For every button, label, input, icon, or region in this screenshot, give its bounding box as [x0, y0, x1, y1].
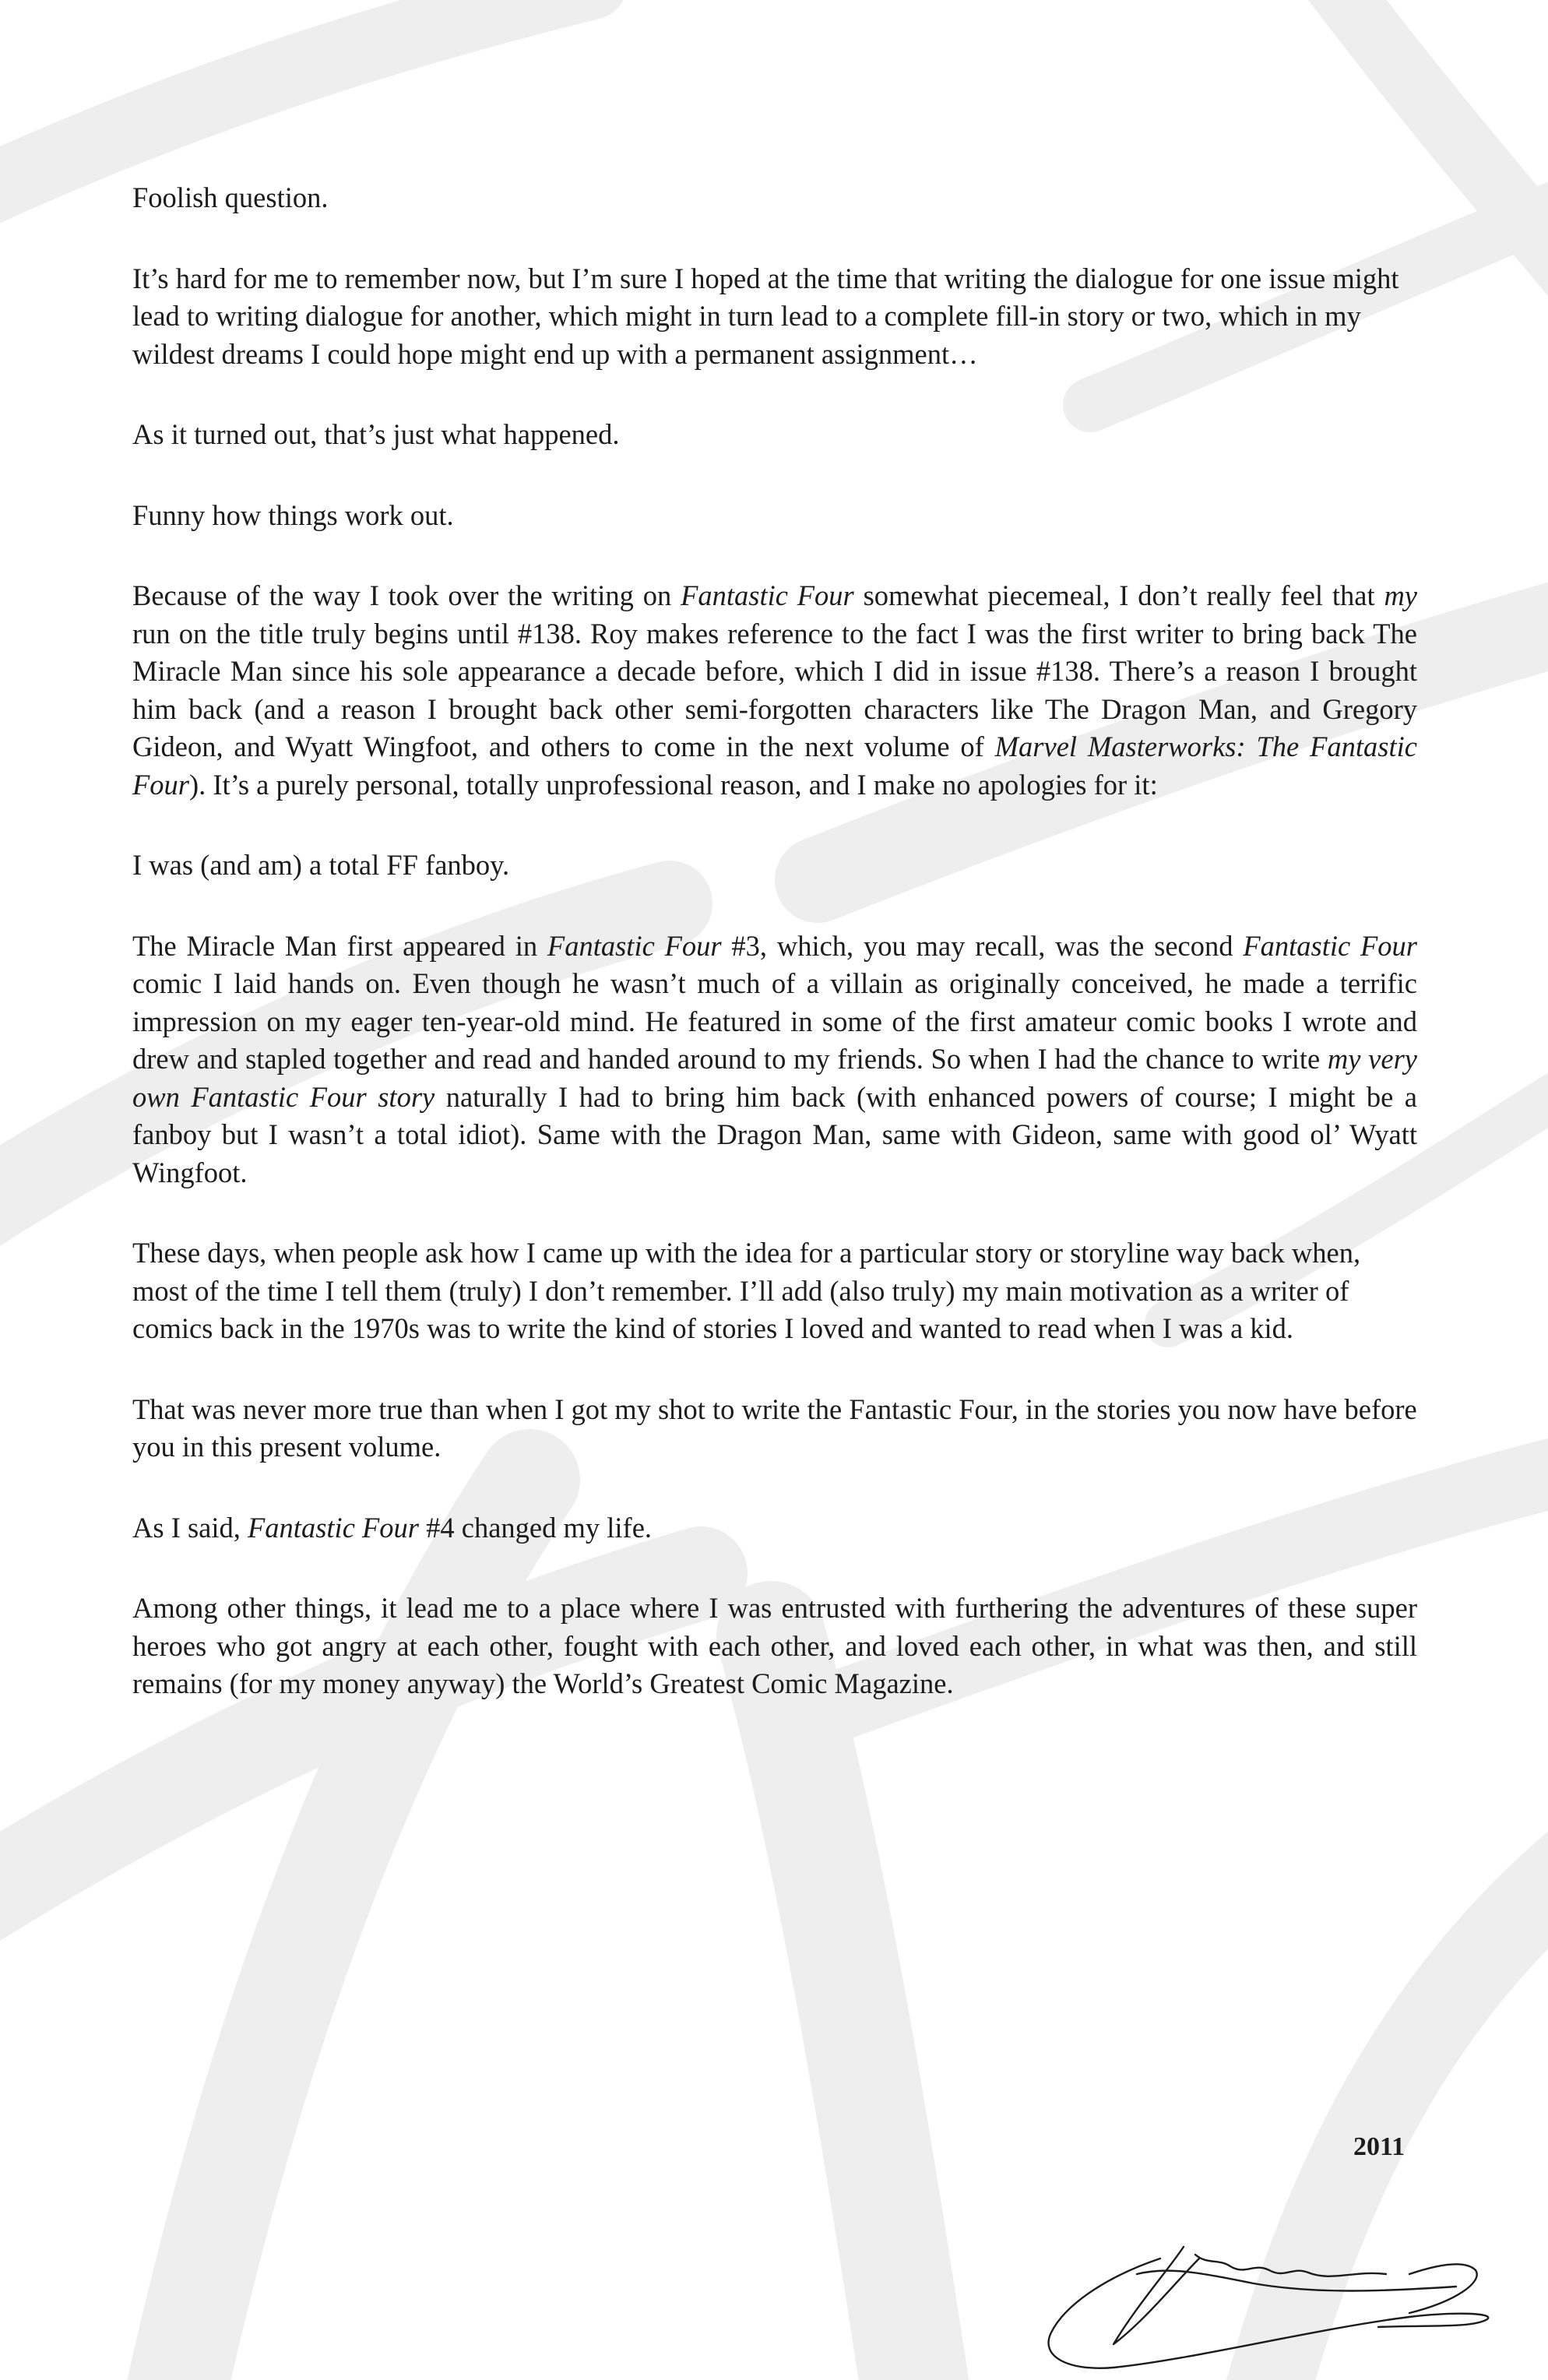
- text-run: Funny how things work out.: [132, 498, 454, 531]
- italic-text: Fantastic Four: [681, 579, 854, 611]
- text-run: run on the title truly begins until #138. Roy makes reference to the fact I was the first writer to bring back The Miracle Man since his sole appearance a decade before, which I did in issue #138. There’s a reason I brought him back (and a reason I brought back other semi-forgotten characters like The Dragon Man, and Gregory Gideon, and Wyatt Wingfoot, and others to come in the next volume of: [132, 617, 1417, 762]
- italic-text: Fantastic Four: [547, 929, 722, 962]
- text-run: #3, which, you may recall, was the second: [721, 929, 1244, 962]
- paragraph-9: [132, 1391, 1417, 1466]
- italic-text: my very own Fantastic Four story: [132, 1043, 1417, 1113]
- text-run: These days, when people ask how I came up with the idea for a particular story or storyline way back when, most of the time I tell them (truly) I don’t remember. I’ll add (also truly) my main motivation as a writer of comics back in the 1970s was to write the kind of stories I loved and wanted to read when I was a kid.: [132, 1237, 1361, 1344]
- text-run: naturally I had to bring him back (with enhanced powers of course; I might be a fanboy but I wasn’t a total idiot). Same with the Dragon Man, same with Gideon, same with good ol’ Wyatt Wingfoot.: [132, 1080, 1418, 1188]
- handwritten-signature: [1020, 2227, 1503, 2375]
- italic-text: Fantastic Four: [248, 1511, 420, 1544]
- text-run: I was (and am) a total FF fanboy.: [132, 849, 510, 881]
- text-run: As I said,: [132, 1511, 248, 1544]
- paragraph-11: [132, 1590, 1417, 1703]
- paragraph-3: [132, 416, 1417, 454]
- paragraph-8: [132, 1234, 1417, 1348]
- text-run: Among other things, it lead me to a place where I was entrusted with furthering the adventures of these super heroes who got angry at each other, fought with each other, and loved each other, in what was then, and still remains (for my money anyway) the World’s Greatest Comic Magazine.: [132, 1592, 1417, 1699]
- paragraph-7: [132, 928, 1417, 1192]
- paragraph-1: [132, 179, 1417, 217]
- text-run: Because of the way I took over the writing on: [132, 579, 681, 611]
- text-run: The Miracle Man first appeared in: [132, 929, 547, 962]
- italic-text: Marvel Masterworks: The Fantastic Four: [132, 731, 1417, 801]
- paragraph-5: [132, 577, 1417, 804]
- paragraph-10: [132, 1509, 1417, 1547]
- italic-text: my: [1384, 579, 1418, 611]
- text-run: #4 changed my life.: [419, 1511, 653, 1544]
- text-run: As it turned out, that’s just what happened.: [132, 418, 620, 450]
- italic-text: Fantastic Four: [1243, 929, 1417, 962]
- text-run: comic I laid hands on. Even though he wasn’t much of a villain as originally conceived, he made a terrific impression on my eager ten-year-old mind. He featured in some of the first amateur comic books I wrote and drew and stapled together and read and handed around to my friends. So when I had the chance to write: [132, 967, 1417, 1075]
- letter-body: [132, 179, 1417, 1746]
- text-run: ). It’s a purely personal, totally unprofessional reason, and I make no apologies for it:: [189, 768, 1158, 801]
- paragraph-4: [132, 497, 1417, 535]
- paragraph-2: [132, 260, 1417, 374]
- letter-year: 2011: [1353, 2132, 1406, 2161]
- text-run: It’s hard for me to remember now, but I’m sure I hoped at the time that writing the dialogue for one issue might lead to writing dialogue for another, which might in turn lead to a complete fill-in story or two, which in my wildest dreams I could hope might end up with a permanent assignment…: [132, 262, 1399, 370]
- text-run: That was never more true than when I got my shot to write the Fantastic Four, in the stories you now have before you in this present volume.: [132, 1392, 1417, 1463]
- text-run: somewhat piecemeal, I don’t really feel that: [853, 579, 1384, 611]
- paragraph-6: [132, 847, 1417, 885]
- text-run: Foolish question.: [132, 181, 329, 213]
